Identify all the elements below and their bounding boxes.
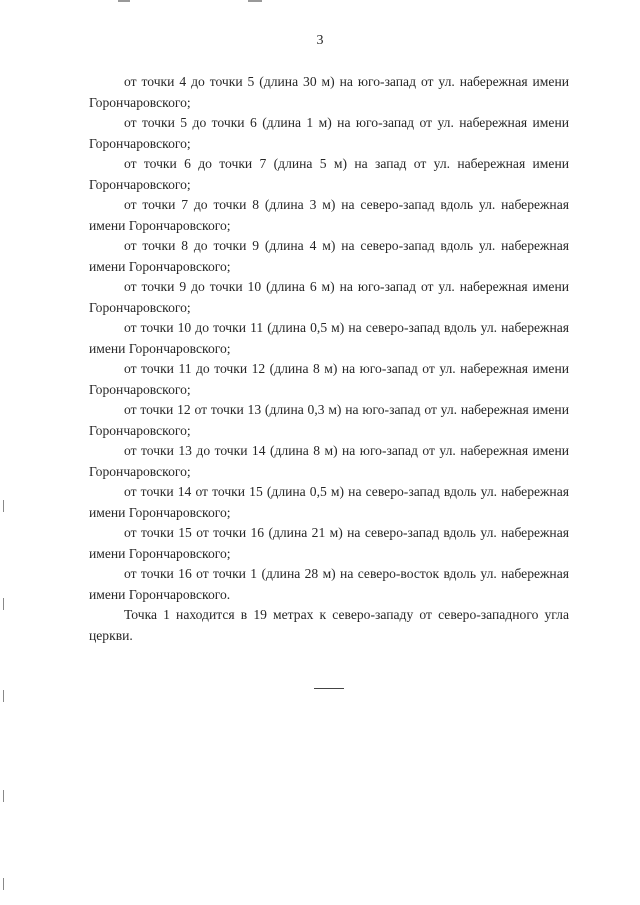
scan-artifact-margin [3, 690, 4, 702]
scan-artifact-margin [3, 598, 4, 610]
scan-artifact-margin [3, 500, 4, 512]
page-number: 3 [316, 33, 324, 48]
paragraph-final: Точка 1 находится в 19 метрах к северо-западу от северо-западного угла церкви. [89, 607, 569, 643]
paragraph: от точки 11 до точки 12 (длина 8 м) на юго-запад от ул. набережная имени Горончаровского; [89, 361, 569, 397]
end-divider [314, 688, 344, 689]
paragraph: от точки 16 от точки 1 (длина 28 м) на северо-восток вдоль ул. набережная имени Горончаровского. [89, 566, 569, 602]
scan-artifact-margin [3, 878, 4, 890]
paragraph: от точки 5 до точки 6 (длина 1 м) на юго-запад от ул. набережная имени Горончаровского; [89, 115, 569, 151]
paragraph: от точки 15 от точки 16 (длина 21 м) на северо-запад вдоль ул. набережная имени Горончаровского; [89, 525, 569, 561]
paragraph: от точки 14 от точки 15 (длина 0,5 м) на северо-запад вдоль ул. набережная имени Горончаровского; [89, 484, 569, 520]
paragraph: от точки 12 от точки 13 (длина 0,3 м) на юго-запад от ул. набережная имени Горончаровского; [89, 402, 569, 438]
paragraph: от точки 4 до точки 5 (длина 30 м) на юго-запад от ул. набережная имени Горончаровского; [89, 74, 569, 110]
paragraph: от точки 8 до точки 9 (длина 4 м) на северо-запад вдоль ул. набережная имени Горончаровского; [89, 238, 569, 274]
scan-artifact-top-right [248, 0, 262, 2]
paragraph: от точки 6 до точки 7 (длина 5 м) на запад от ул. набережная имени Горончаровского; [89, 156, 569, 192]
paragraph: от точки 7 до точки 8 (длина 3 м) на северо-запад вдоль ул. набережная имени Горончаровского; [89, 197, 569, 233]
scan-artifact-margin [3, 790, 4, 802]
paragraph: от точки 10 до точки 11 (длина 0,5 м) на северо-запад вдоль ул. набережная имени Горончаровского; [89, 320, 569, 356]
paragraph: от точки 9 до точки 10 (длина 6 м) на юго-запад от ул. набережная имени Горончаровского; [89, 279, 569, 315]
paragraph: от точки 13 до точки 14 (длина 8 м) на юго-запад от ул. набережная имени Горончаровского; [89, 443, 569, 479]
document-body [89, 72, 569, 646]
scan-artifact-top-left [118, 0, 130, 2]
